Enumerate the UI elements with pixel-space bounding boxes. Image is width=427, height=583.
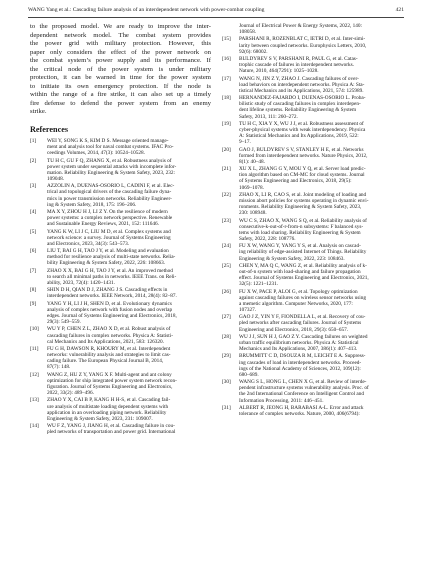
reference-line: FU X W, WANG Y, YANG Y S, et al. Analysis on cascad- — [239, 243, 361, 250]
reference-line: A: Statistical Mechanics and Its Applications, 2019, 522: — [239, 133, 359, 140]
paragraph-line: the critical node of the power system is under military — [30, 65, 211, 73]
reference-item — [30, 138, 211, 156]
reference-number: [23] — [222, 217, 231, 224]
reference-item — [30, 229, 211, 247]
reference-line: tems with load sharing. Reliability Engineering & System — [239, 229, 361, 236]
reference-number: [1] — [30, 138, 37, 145]
reference-item — [222, 314, 403, 332]
reference-text — [47, 183, 211, 208]
reference-line: ment and analysis tool for naval combat systems. IFAC Pro- — [47, 144, 174, 151]
reference-item — [222, 76, 403, 94]
header-rule — [28, 17, 404, 18]
reference-line: WEI Y, SONG K S, KIM D S. Message oriented manage- — [47, 138, 169, 145]
reference-line: ceedings Volumes, 2014, 47(3): 10524–10528. — [47, 150, 145, 157]
reference-line: figuration. Journal of Systems Engineering and Electronics, — [47, 383, 173, 390]
reference-text — [239, 314, 403, 332]
reference-item — [30, 248, 211, 266]
reference-text — [47, 326, 211, 344]
reference-line: optimization for ship integrated power system network recon- — [47, 377, 177, 384]
reference-line: 108058. — [239, 29, 257, 36]
reference-line: pendent infrastructure systems vulnerability analysis. Proc. of — [239, 385, 369, 392]
reference-text — [47, 423, 211, 435]
reference-item — [30, 326, 211, 344]
reference-item — [222, 147, 403, 165]
reference-line: mission abort policies for systems operating in dynamic envi- — [239, 197, 369, 204]
paragraph-line: paper only considers the effect of the power network on — [30, 48, 211, 56]
reference-line: Information Processing, 2011: 446–451. — [239, 397, 324, 404]
reference-text — [239, 289, 403, 314]
reference-item — [30, 158, 211, 183]
reference-line: YANG K W, LI J C, LIU M D, et al. Complex systems and — [47, 228, 171, 235]
reference-number: [24] — [222, 243, 231, 250]
reference-line: ing cascades of load in interdependent networks. Proceed- — [239, 359, 362, 366]
body-paragraph — [30, 23, 211, 117]
reference-number: [4] — [30, 209, 37, 216]
reference-number: [19] — [222, 120, 231, 127]
reference-line: 87(7): 148. — [47, 364, 71, 371]
reference-number: [31] — [222, 404, 231, 411]
reference-line: ure analysis of multistate loading dependent systems with — [47, 403, 169, 410]
reference-line: against cascading failures on wireless sensor networks using — [239, 294, 366, 301]
reference-item — [30, 346, 211, 371]
reference-number: [25] — [222, 262, 231, 269]
reference-line: 1069–1078. — [239, 184, 264, 191]
reference-line: ZHAO Y X, CAI B P, KANG H H-S, et al. Cascading fail- — [47, 397, 171, 404]
reference-line: ZHAO X X, BAI G H, TAO J Y, et al. An improved method — [47, 267, 173, 274]
references-heading: References — [30, 125, 69, 135]
reference-text — [239, 192, 403, 217]
paragraph-line: to initiate its own emergency protection. If the node is — [30, 82, 211, 90]
reference-line: effect. Journal of Systems Engineering and Electronics, 2021, — [239, 275, 369, 282]
reference-line: Journal of Electrical Power & Energy Systems, 2022, 140: — [239, 23, 362, 29]
reference-text — [239, 218, 403, 243]
running-header — [28, 4, 404, 16]
reference-item — [222, 218, 403, 243]
reference-line: 92(6): 68002. — [239, 48, 268, 55]
reference-line: ings of the National Academy of Sciences, 2012, 109(12): — [239, 365, 361, 372]
reference-line: network science: a survey. Journal of Systems Engineering — [47, 234, 171, 241]
reference-text — [47, 397, 211, 422]
reference-number: [2] — [30, 157, 37, 164]
reference-number: [28] — [222, 333, 231, 340]
reference-line: 29(3): 549–559. — [47, 319, 81, 326]
reference-text — [239, 36, 403, 54]
reference-line: 8(1): 40–48. — [239, 158, 265, 165]
reference-line: interdependent networks. IEEE Network, 2014, 28(4): 82–87. — [47, 293, 177, 300]
paragraph-line: within the range of a fire strike, it can also set up a timely — [30, 91, 211, 99]
reference-line: tistical Mechanics and its Applications, 2021, 574: 125989. — [239, 87, 364, 94]
reference-line: trical and topological drivers of the cascading failure dyna- — [47, 189, 172, 196]
reference-item — [30, 301, 211, 326]
reference-line: MA X Y, ZHOU H J, LI Z Y. On the resilience of modern — [47, 209, 168, 216]
reference-text — [47, 158, 211, 183]
reference-number: [8] — [30, 287, 37, 294]
reference-number: [3] — [30, 183, 37, 190]
reference-line: PARSHANI R, ROZENBLAT C, IETRI D, et al. Inter-simi- — [239, 36, 366, 43]
reference-line: WU Y P, CHEN Z L, ZHAO X D, et al. Robust analysis of — [47, 326, 171, 333]
reference-text — [47, 301, 211, 326]
reference-number: [10] — [30, 326, 39, 333]
reference-item — [30, 209, 211, 227]
reference-text — [239, 243, 403, 261]
reference-number: [16] — [222, 55, 231, 62]
reference-item — [222, 289, 403, 314]
reference-line: Engineering & System Safety, 2022, 223: 108463. — [239, 255, 345, 262]
paragraph-line: the power grid with military protection. However, this — [30, 40, 211, 48]
reference-list-left — [30, 138, 211, 435]
reference-list-right — [222, 23, 403, 417]
reference-line: pled networks after cascading failures. Journal of Systems — [239, 320, 362, 327]
reference-line: LIU T, BAI G H, TAO J Y, et al. Modeling and evaluation — [47, 248, 169, 255]
reference-line: bility Engineering & System Safety, 2022, 226: 108663. — [47, 260, 166, 267]
reference-text — [239, 405, 403, 417]
reference-text — [47, 229, 211, 247]
reference-line: cascading failures in complex networks. Physica A: Statisti- — [47, 332, 173, 339]
reference-line: networks: vulnerability analysis and strategies to limit cas- — [47, 352, 171, 359]
reference-text — [239, 379, 403, 404]
reference-text — [239, 56, 403, 74]
reference-line: method for resilience analysis of multi-state networks. Relia- — [47, 254, 176, 261]
paragraph-line: the combat system’s power supply and its performance. If — [30, 57, 211, 65]
reference-number: [6] — [30, 248, 37, 255]
reference-line: Nature, 2010, 464(7291): 1025–1028. — [239, 68, 319, 75]
reference-text — [47, 209, 211, 227]
reference-line: tion algorithm based on CM-MC for cloud systems. Journal — [239, 172, 365, 179]
reference-text — [47, 138, 211, 156]
reference-line: ALBERT R, JEONG H, BARABASI A-L. Error and attack — [239, 404, 364, 411]
reference-line: BRUMMITT C D, DSOUZA R M, LEICHT E A. Suppress- — [239, 353, 366, 360]
reference-line: consecutive-k-out-of-r-from-n subsystems: F balanced sys- — [239, 223, 364, 230]
reference-line: Safety, 2022, 228: 108776. — [239, 236, 296, 242]
reference-text — [47, 346, 211, 371]
paragraph-line: fire defense to defend the power system from an enemy — [30, 99, 211, 107]
reference-text — [239, 121, 403, 146]
reference-line: analysis of complex network with fusion nodes and overlap — [47, 306, 173, 313]
reference-line: ing reliability of edge-assisted Internet of Things. Reliability — [239, 249, 367, 256]
reference-line: 9–17. — [239, 139, 251, 146]
reference-line: FU X W, PACE P, ALOI G, et al. Topology optimization — [239, 288, 358, 295]
reference-line: TU H C, XIA Y X, WU J J, et al. Robustness assessment of — [239, 120, 364, 127]
reference-line: bilistic study of cascading failures in complex interdepen- — [239, 101, 361, 108]
reference-line: the 2nd International Conference on Intelligent Control and — [239, 391, 364, 398]
reference-line: WU C S, ZHAO X, WANG S Q, et al. Reliability analysis of — [239, 217, 367, 224]
reference-number: [7] — [30, 267, 37, 274]
reference-line: Safety, 2013, 111: 260–272. — [239, 113, 298, 120]
page-number: 421 — [395, 7, 404, 13]
reference-line: edges. Journal of Systems Engineering and Electronics, 2018, — [47, 312, 177, 319]
reference-line: 107327. — [239, 307, 257, 313]
reference-text — [239, 166, 403, 191]
reference-line: Engineering and Electronics, 2018, 29(3): 650–657. — [239, 326, 349, 333]
reference-number: [30] — [222, 379, 231, 386]
reference-item — [30, 287, 211, 299]
reference-line: WANG S L, HONG L, CHEN X G, et al. Review of interde- — [239, 379, 367, 386]
running-title: WANG Yang et al.: Cascading failure analysis of an interdependent network with power-combat coupling — [28, 7, 265, 13]
reference-text — [239, 76, 403, 94]
reference-line: ZHAO X, LI R, CAO S, et al. Joint modeling of loading and — [239, 191, 367, 198]
paragraph-line: to the proposed model. We are ready to improve the inter- — [30, 23, 211, 30]
reference-line: urban traffic equilibrium networks. Physica A: Statistical — [239, 339, 359, 346]
reference-line: load behaviors on interdependent networks. Physica A: Sta- — [239, 81, 365, 88]
reference-line: GAO J, BULDYREV S V, STANLEY H E, et al. Networks — [239, 146, 364, 153]
reference-line: ability, 2023, 72(4): 1420–1431. — [47, 280, 115, 287]
reference-line: BULDYREV S V, PARSHANI R, PAUL G, et al. Catas- — [239, 55, 358, 62]
reference-item — [222, 353, 403, 378]
reference-line: cading failure. The European Physical Journal B, 2014, — [47, 358, 164, 365]
reference-line: Engineering & System Safety, 2023, 231: 109007. — [47, 415, 153, 422]
reference-line: cal Mechanics and Its Applications, 2021, 583: 126320. — [47, 338, 164, 345]
reference-number: [9] — [30, 300, 37, 307]
reference-item — [30, 372, 211, 397]
reference-item — [222, 379, 403, 404]
reference-item — [222, 95, 403, 120]
reference-number: [27] — [222, 314, 231, 321]
reference-number: [13] — [30, 397, 39, 404]
reference-line: larity between coupled networks. Europhysics Letters, 2010, — [239, 42, 367, 49]
reference-line: of Systems Engineering and Electronics, 2018, 29(5): — [239, 178, 352, 185]
reference-line: to search all minimal paths in networks. IEEE Trans. on Reli- — [47, 273, 177, 280]
reference-line: 680–689. — [239, 371, 259, 378]
reference-line: mation. Reliability Engineering & System Safety, 2023, 232: — [47, 169, 175, 176]
reference-line: and Electronics, 2023, 34(3): 543–573. — [47, 240, 130, 247]
reference-line: mics in power transmission networks. Reliability Engineer- — [47, 195, 172, 202]
reference-text — [239, 353, 403, 378]
paragraph-line: dependent network model. The combat system provides — [30, 31, 211, 39]
reference-text — [47, 268, 211, 286]
reference-item — [30, 423, 211, 435]
reference-line: CHEN Y, MA Q C, WANG Z, et al. Reliability analysis of k- — [239, 262, 367, 269]
reference-line: 230: 108948. — [239, 210, 267, 217]
reference-line: ing & System Safety, 2018, 175: 196–206. — [47, 201, 137, 208]
reference-item — [222, 36, 403, 54]
reference-line: power system under sequential attacks with incomplete infor- — [47, 163, 177, 170]
reference-line: YANG Y H, LI J H, SHEN D, et al. Evolutionary dynamics — [47, 300, 172, 307]
reference-item — [222, 243, 403, 261]
left-column — [30, 23, 211, 437]
reference-line: trophic cascade of failures in interdependent networks. — [239, 62, 355, 69]
reference-line: HERNANDEZ-FAJARDO I, DUENAS-OSORIO L. Proba- — [239, 95, 366, 102]
reference-line: cyber-physical systems with weak interdependency. Physica — [239, 126, 366, 133]
reference-text — [239, 263, 403, 288]
reference-line: GAO J Z, YIN Y F, FIONDELLA L, et al. Recovery of cou- — [239, 314, 366, 321]
reference-number: [17] — [222, 75, 231, 82]
reference-item — [222, 334, 403, 352]
reference-line: dent lifeline systems. Reliability Engineering & System — [239, 107, 357, 114]
reference-line: AZZOLIN A, DUENAS-OSORIO L, CADINI F, et al. Elec- — [47, 183, 175, 190]
reference-line: XU X L, ZHANG G Y, MOU Y Q, et al. Server load predic- — [239, 166, 366, 173]
reference-number: [15] — [222, 36, 231, 43]
reference-number: [11] — [30, 345, 39, 352]
reference-line: application in an overloading piping network. Reliability — [47, 409, 167, 416]
reference-line: WANG Z, HU Z Y, YANG X F. Multi-agent and ant colony — [47, 371, 172, 378]
reference-text — [47, 372, 211, 397]
reference-line: tolerance of complex networks. Nature, 2000, 406(6794): — [239, 410, 360, 417]
reference-item — [222, 192, 403, 217]
reference-text — [239, 147, 403, 165]
reference-text — [47, 287, 211, 299]
reference-item — [222, 166, 403, 191]
reference-line: 2022, 33(2): 489–496. — [47, 390, 94, 397]
reference-item — [30, 268, 211, 286]
reference-item — [30, 183, 211, 208]
reference-item — [222, 263, 403, 288]
reference-line: out-of-n system with load-sharing and failure propagation — [239, 268, 361, 275]
reference-number: [18] — [222, 95, 231, 102]
reference-line: ronments. Reliability Engineering & System Safety, 2023, — [239, 204, 362, 211]
reference-number: [22] — [222, 191, 231, 198]
reference-text — [239, 95, 403, 120]
reference-line: TU H C, GU F Q, ZHANG X, et al. Robustness analysis of — [47, 157, 172, 164]
reference-line: WANG N, JIN Z Y, ZHAO J. Cascading failures of over- — [239, 75, 359, 82]
reference-number: [12] — [30, 371, 39, 378]
reference-text — [239, 334, 403, 352]
reference-line: WU J J, SUN H J, GAO Z Y. Cascading failures on weighted — [239, 333, 368, 340]
reference-line: FU G H, DAWSON R, KHOURY M, et al. Interdependent — [47, 345, 171, 352]
reference-item — [222, 121, 403, 146]
reference-line: 32(5): 1221–1231. — [239, 281, 279, 288]
paragraph-line: strike. — [30, 108, 47, 116]
reference-number: [21] — [222, 166, 231, 173]
reference-line: pled networks of transportation and power grid. International — [47, 429, 176, 436]
reference-item — [30, 397, 211, 422]
right-column — [222, 23, 403, 418]
reference-item — [222, 23, 403, 35]
reference-line: WU F Z, YANG J, JIANG H, et al. Cascading failure in cou- — [47, 423, 175, 430]
reference-line: SHIN D H, QIAN D J, ZHANG J S. Cascading effects in — [47, 287, 168, 294]
reference-item — [222, 56, 403, 74]
reference-line: and Sustainable Energy Reviews, 2021, 152: 111646. — [47, 221, 159, 228]
paragraph-line: protection, it can be warned in time for the power system — [30, 74, 211, 82]
reference-text — [239, 23, 403, 35]
reference-item — [222, 405, 403, 417]
reference-line: formed from interdependent networks. Nature Physics, 2012, — [239, 152, 368, 159]
reference-line: a memetic algorithm. Computer Networks, 2020, 177: — [239, 300, 353, 307]
reference-number: [14] — [30, 423, 39, 430]
reference-line: power systems: a complex network perspective. Renewable — [47, 215, 173, 222]
reference-number: [29] — [222, 353, 231, 360]
reference-text — [47, 248, 211, 266]
reference-number: [5] — [30, 228, 37, 235]
reference-line: 109048. — [47, 176, 65, 183]
reference-number: [26] — [222, 288, 231, 295]
reference-line: Mechanics and Its Applications, 2007, 386(1): 407–413. — [239, 346, 358, 353]
reference-number: [20] — [222, 146, 231, 153]
